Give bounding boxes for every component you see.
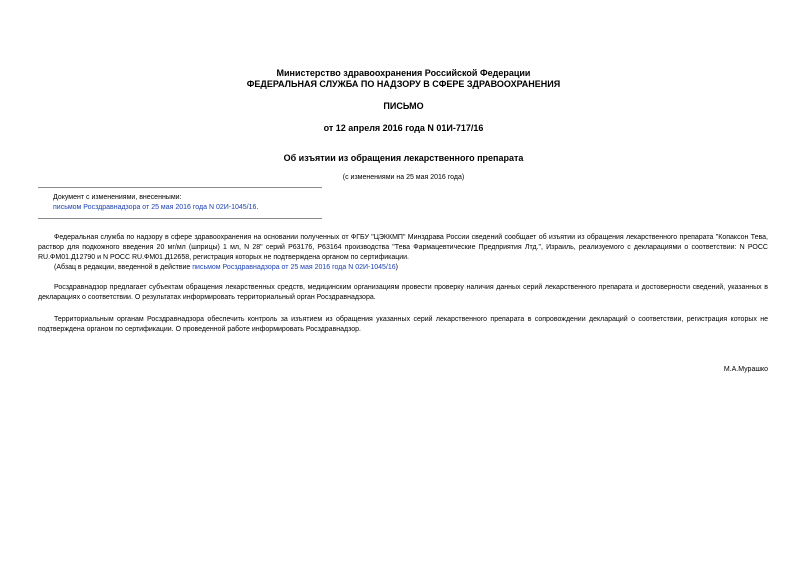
document-date-number: от 12 апреля 2016 года N 01И-717/16 — [323, 123, 484, 133]
revision-note: (с изменениями на 25 мая 2016 года) — [342, 174, 465, 181]
signature-name: М.А.Мурашко — [723, 366, 768, 373]
changes-link-suffix: . — [256, 204, 259, 211]
ministry-name: Министерство здравоохранения Российской Федерации — [276, 68, 531, 78]
changes-bottom-divider — [38, 218, 322, 219]
paragraph-2: Росздравнадзор предлагает субъектам обращения лекарственных средств, медицинским организациям провести проверку наличия данных серий лекарственного препарата и достоверности сведений, указанных в декларациях о соответствии. О результатах информировать территориальный орган Росздравнадзора. — [38, 284, 768, 301]
document-title: Об изъятии из обращения лекарственного препарата — [283, 153, 524, 163]
amendment-link[interactable]: письмом Росздравнадзора от 25 мая 2016 года N 02И-1045/16 — [192, 264, 396, 271]
changes-link[interactable]: письмом Росздравнадзора от 25 мая 2016 года N 02И-1045/16 — [53, 204, 257, 211]
amendment-suffix: ) — [395, 264, 398, 271]
amendment-prefix: (Абзац в редакции, введенной в действие — [54, 264, 193, 271]
changes-label: Документ с изменениями, внесенными: — [53, 194, 182, 201]
changes-top-divider — [38, 187, 322, 188]
document-type: ПИСЬМО — [383, 101, 424, 111]
amendment-note — [54, 263, 398, 273]
changes-line — [53, 203, 258, 213]
paragraph-3: Территориальным органам Росздравнадзора обеспечить контроль за изъятием из обращения указанных серий лекарственного препарата в сопровождении деклараций о соответствии, регистрация которых не подтверждена органом по сертификации. О проведенной работе информировать Росздравнадзор. — [38, 316, 768, 333]
service-name: ФЕДЕРАЛЬНАЯ СЛУЖБА ПО НАДЗОРУ В СФЕРЕ ЗДРАВООХРАНЕНИЯ — [246, 79, 561, 89]
paragraph-1: Федеральная служба по надзору в сфере здравоохранения на основании полученных от ФГБУ "ЦЭККМП" Минздрава России сведений сообщает об изъятии из обращения лекарственного препарата "Копаксон Тева, раствор для подкожного введения 20 мг/мл (шприцы) 1 мл, N 28" серий Р63176, Р63164 производства "Тева Фармацевтические Предприятия Лтд.", Израиль, реализуемого с декларациями о соответствии: N РОСС RU.ФМ01.Д12790 и N РОСС RU.ФМ01.Д12658, регистрация которых не подтверждена органом по сертификации. — [38, 234, 768, 261]
